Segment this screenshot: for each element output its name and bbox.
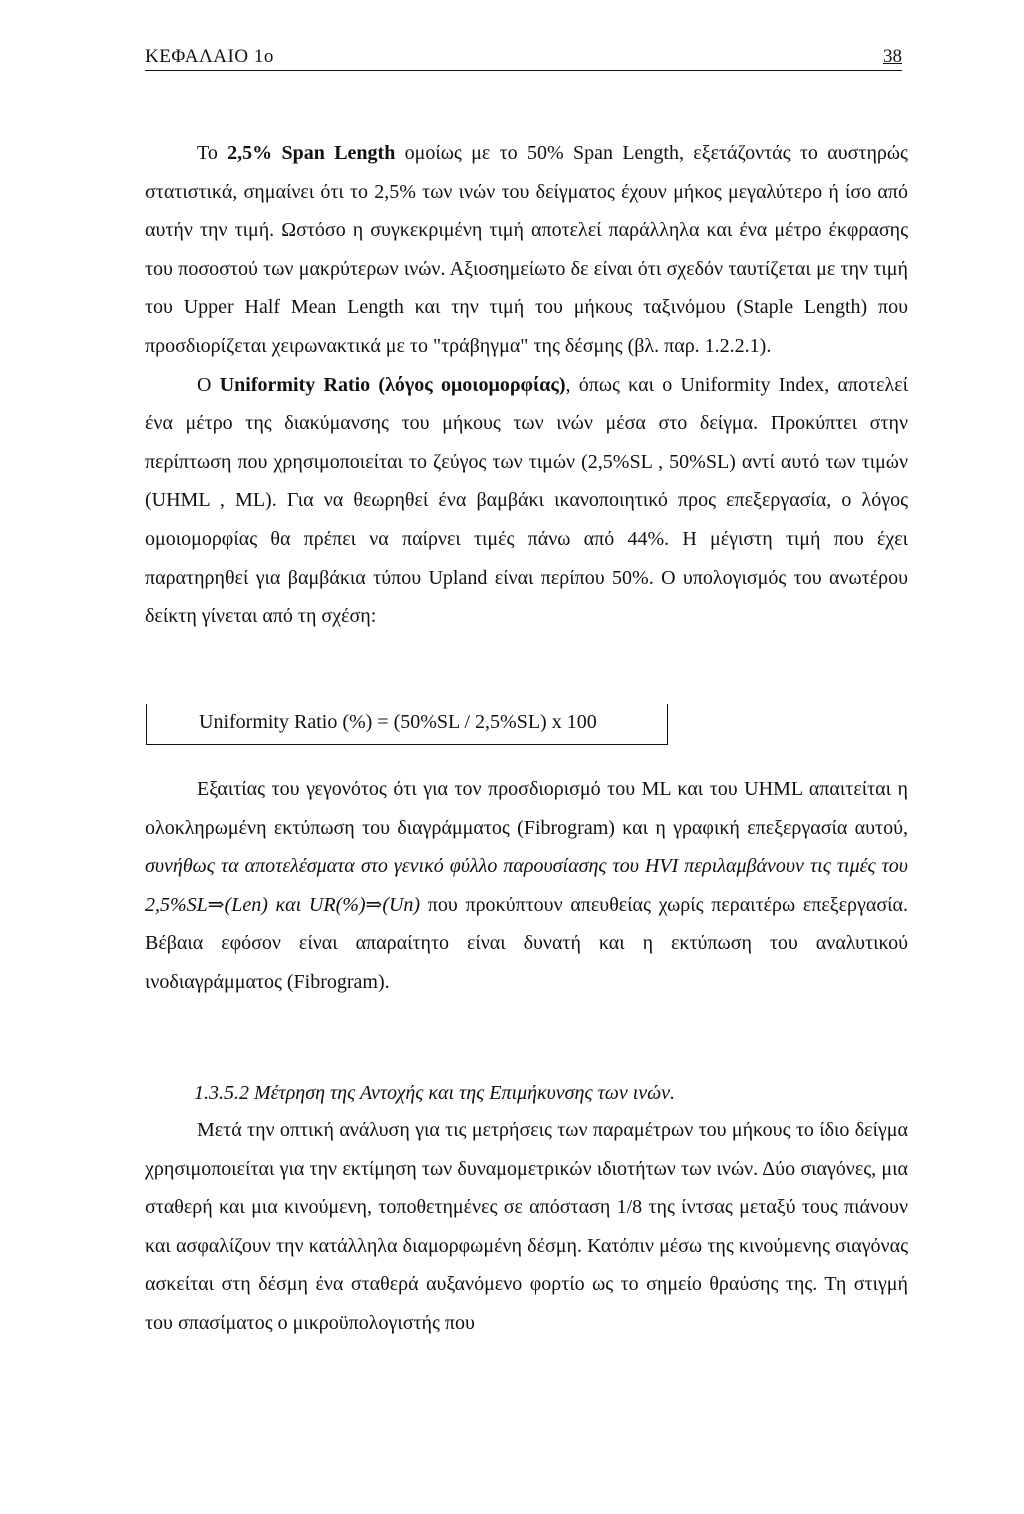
section-title: 1.3.5.2 Μέτρηση της Αντοχής και της Επιμήκυνσης των ινών.	[194, 1082, 676, 1104]
text-block-3	[145, 1111, 908, 1343]
paragraph-uniformity-ratio: Ο Uniformity Ratio (λόγος ομοιομορφίας), όπως και ο Uniformity Index, αποτελεί ένα μέτρο της διακύμανσης του μήκους των ινών μέσα στο δείγμα. Προκύπτει στην περίπτωση που χρησιμοποιείται το ζεύγος των τιμών (2,5%SL , 50%SL) αντί αυτό των τιμών (UHML , ML). Για να θεωρηθεί ένα βαμβάκι ικανοποιητικό προς επεξεργασία, ο λόγος ομοιομορφίας θα πρέπει να παίρνει τιμές πάνω από 44%. Η μέγιστη τιμή που έχει παρατηρηθεί για βαμβάκια τύπου Upland είναι περίπου 50%. Ο υπολογισμός του ανωτέρου δείκτη γίνεται από τη σχέση:	[145, 373, 908, 628]
term-span-length: 2,5% Span Length	[227, 142, 396, 164]
italic-hvi-note: συνήθως τα αποτελέσματα στο γενικό φύλλο παρουσίασης του HVI περιλαμβάνουν τις τιμές του 2,5%SL⇒(Len) και UR(%)⇒(Un)	[145, 855, 908, 916]
formula-box	[146, 704, 668, 745]
chapter-label: ΚΕΦΑΛΑΙΟ 1ο	[145, 46, 274, 67]
paragraph-strength-measurement: Μετά την οπτική ανάλυση για τις μετρήσεις των παραμέτρων του μήκους το ίδιο δείγμα χρησιμοποιείται για την εκτίμηση των δυναμομετρικών ιδιοτήτων των ινών. Δύο σιαγόνες, μια σταθερή και μια κινούμενη, τοποθετημένες σε απόσταση 1/8 της ίντσας μεταξύ τους πιάνουν και ασφαλίζουν την κατάλληλα διαμορφωμένη δέσμη. Κατόπιν μέσω της κινούμενης σιαγόνας ασκείται στη δέσμη ένα σταθερά αυξανόμενο φορτίο ως το σημείο θραύσης της. Τη στιγμή του σπασίματος ο μικροϋπολογιστής που	[145, 1119, 908, 1334]
text-block-1	[145, 134, 908, 636]
term-uniformity-ratio: Uniformity Ratio (λόγος ομοιομορφίας)	[219, 373, 566, 396]
page-header	[145, 46, 902, 71]
paragraph-hvi-results: Εξαιτίας του γεγονότος ότι για τον προσδιορισμό του ML και του UHML απαιτείται η ολοκληρωμένη εκτύπωση του διαγράμματος (Fibrogram) και η γραφική επεξεργασία αυτού, συνήθως τα αποτελέσματα στο γενικό φύλλο παρουσίασης του HVI περιλαμβάνουν τις τιμές του 2,5%SL⇒(Len) και UR(%)⇒(Un) που προκύπτουν απευθείας χωρίς περαιτέρω επεξεργασία. Βέβαια εφόσον είναι απαραίτητο είναι δυνατή και η εκτύπωση του αναλυτικού ινοδιαγράμματος (Fibrogram).	[145, 778, 908, 993]
text-block-2	[145, 770, 908, 1002]
uniformity-ratio-formula: Uniformity Ratio (%) = (50%SL / 2,5%SL) x 100	[199, 711, 597, 733]
paragraph-span-length: Το 2,5% Span Length ομοίως με το 50% Span Length, εξετάζοντάς το αυστηρώς στατιστικά, σημαίνει ότι το 2,5% των ινών του δείγματος έχουν μήκος μεγαλύτερο ή ίσο από αυτήν την τιμή. Ωστόσο η συγκεκριμένη τιμή αποτελεί παράλληλα και ένα μέτρο έκφρασης του ποσοστού των μακρύτερων ινών. Αξιοσημείωτο δε είναι ότι σχεδόν ταυτίζεται με την τιμή του Upper Half Mean Length και την τιμή του μήκους ταξινόμου (Staple Length) που προσδιορίζεται χειρωνακτικά με το "τράβηγμα" της δέσμης (βλ. παρ. 1.2.2.1).	[145, 142, 908, 357]
page-number: 38	[883, 46, 902, 67]
